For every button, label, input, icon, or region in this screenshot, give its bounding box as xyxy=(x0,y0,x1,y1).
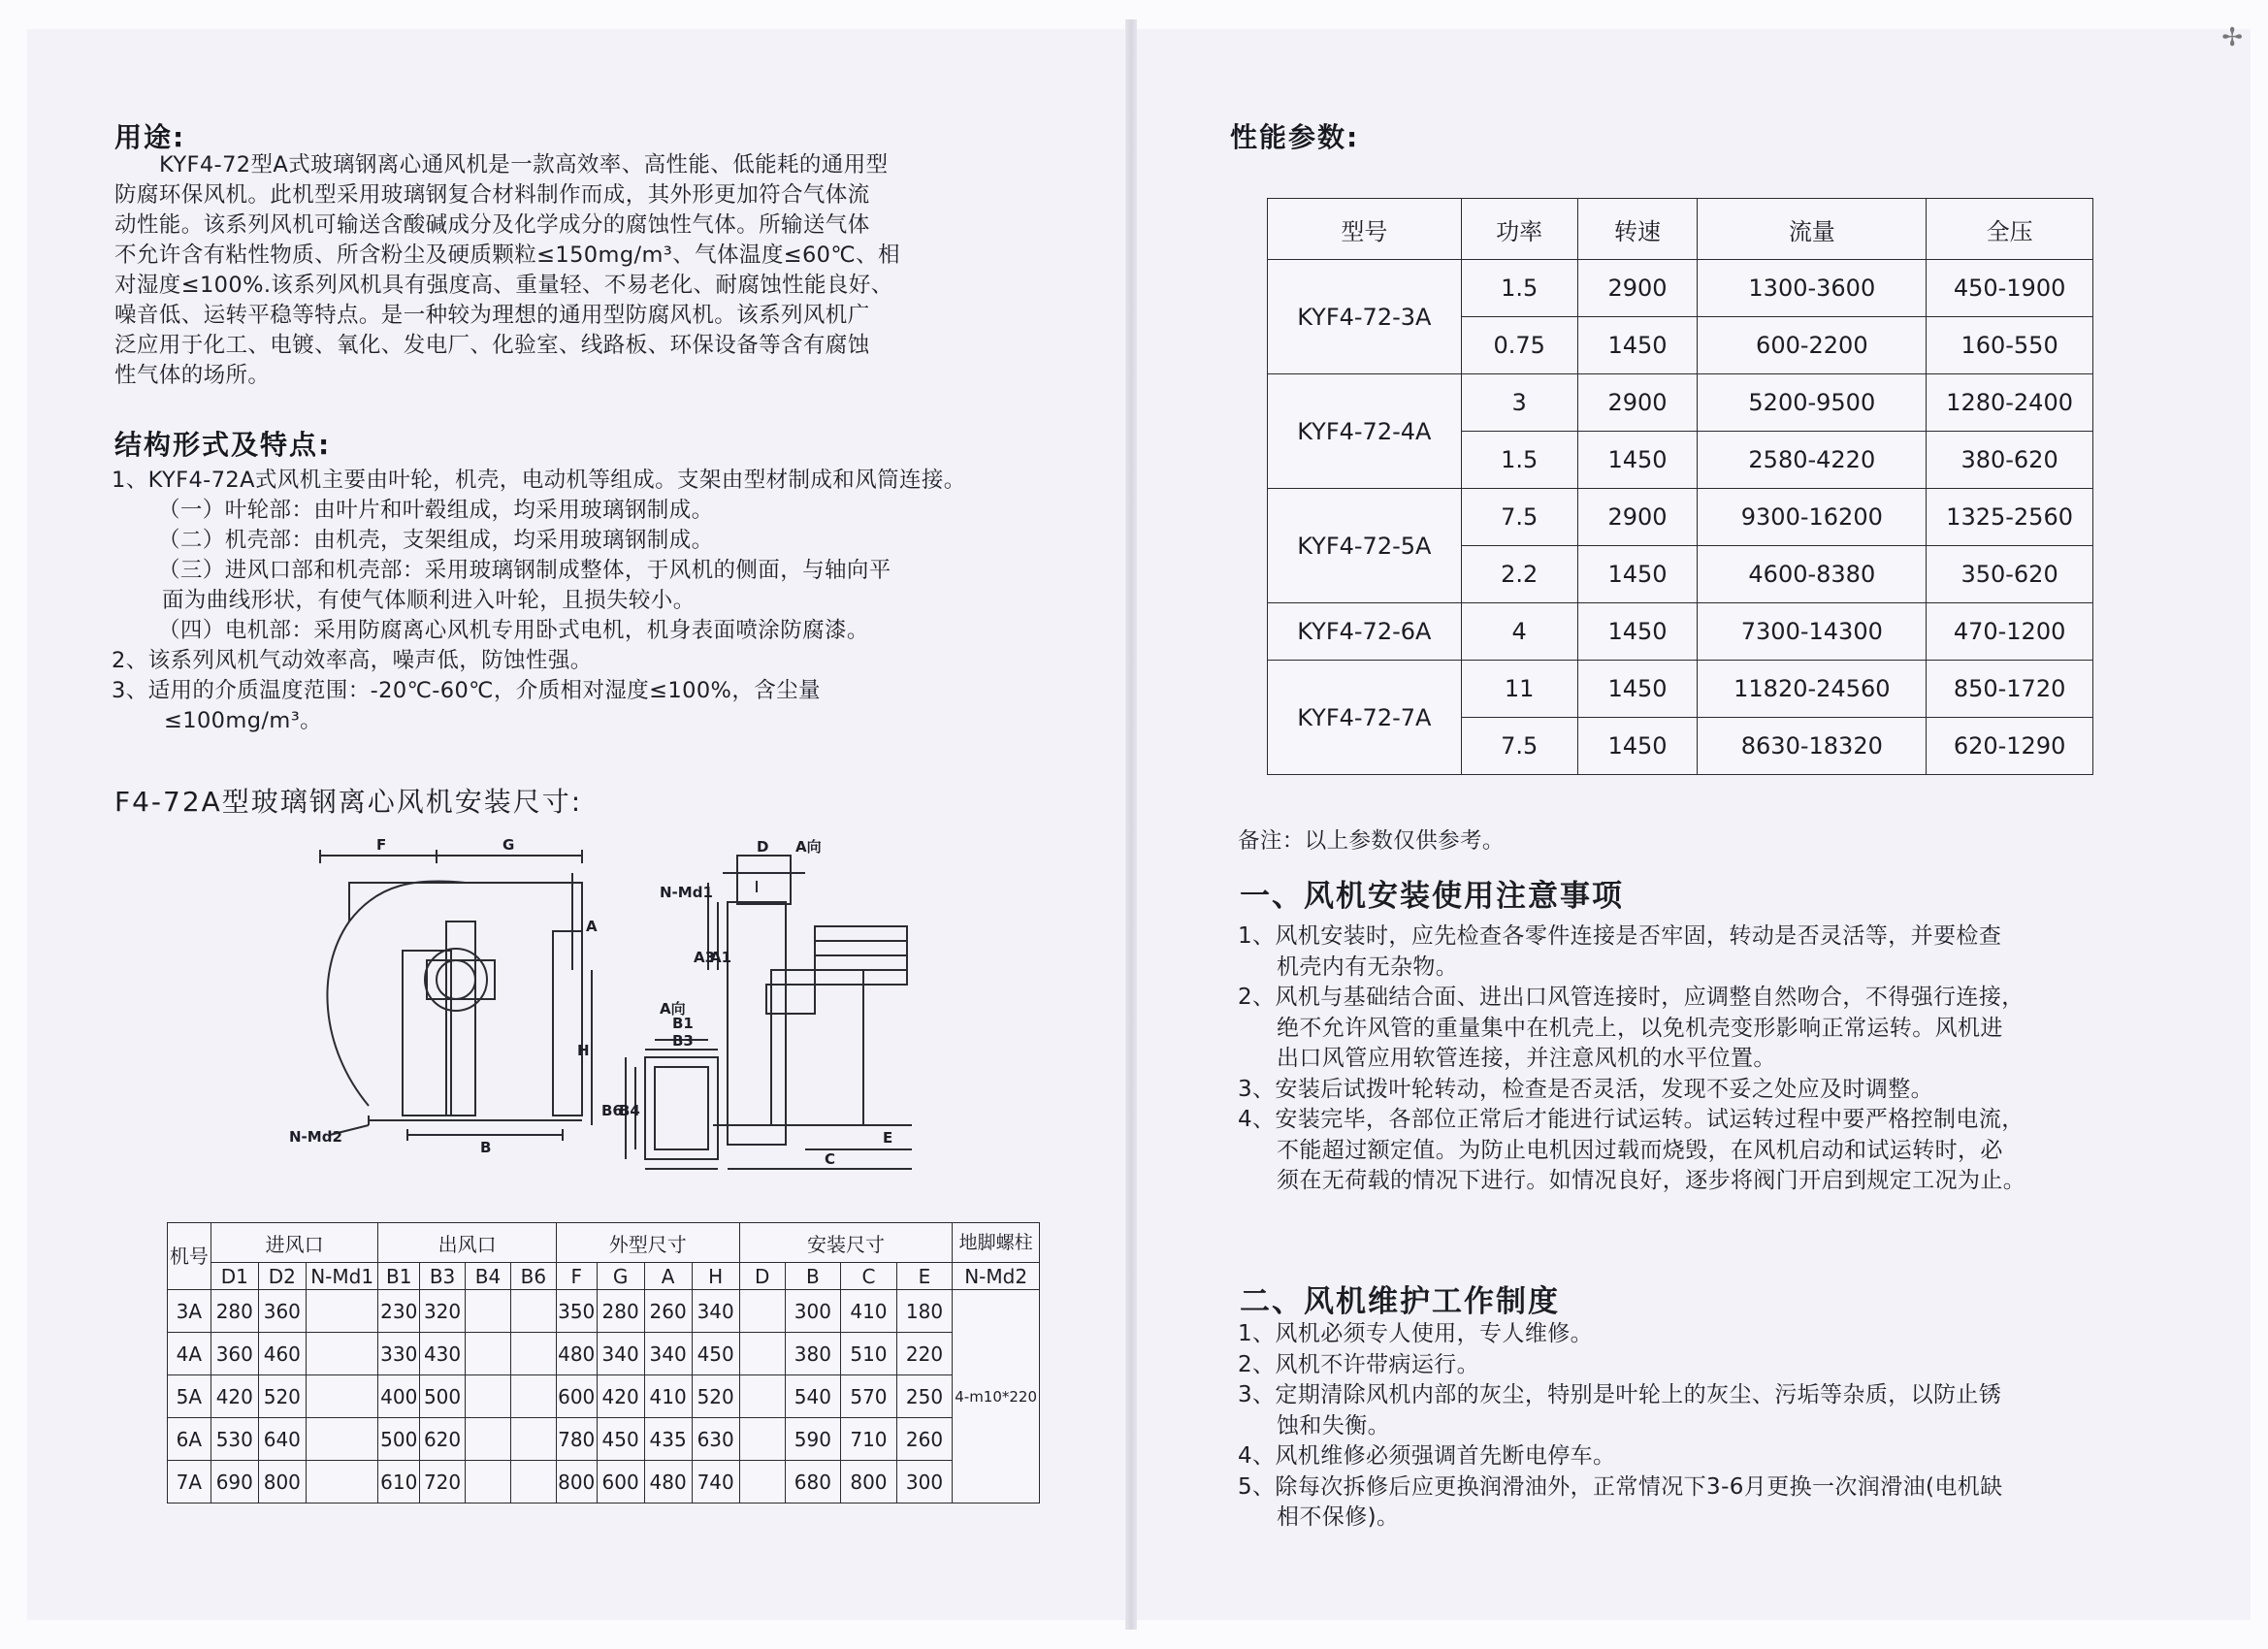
dim-label-h: H xyxy=(577,1042,590,1059)
structure-line: （四）电机部：采用防腐离心风机专用卧式电机，机身表面喷涂防腐漆。 xyxy=(158,618,869,643)
cell-power: 1.5 xyxy=(1461,260,1577,317)
cell-b1: 610 xyxy=(378,1461,420,1504)
maintain-line: 5、除每次拆修后应更换润滑油外，正常情况下3-6月更换一次润滑油(电机缺 xyxy=(1238,1473,2003,1500)
cell-h: 450 xyxy=(692,1333,739,1375)
install-line: 出口风管应用软管连接，并注意风机的水平位置。 xyxy=(1277,1046,1776,1071)
cell-b4 xyxy=(466,1418,511,1461)
subheader-cell: B1 xyxy=(378,1263,420,1290)
dim-label-b1: B1 xyxy=(672,1015,694,1032)
cell-power: 3 xyxy=(1461,374,1577,432)
cell-d1: 280 xyxy=(211,1290,258,1333)
cell-nmd1 xyxy=(306,1375,378,1418)
cell-b6 xyxy=(510,1333,556,1375)
cell-no: 3A xyxy=(168,1290,211,1333)
cell-b1: 500 xyxy=(378,1418,420,1461)
fan-front-view xyxy=(708,856,912,1169)
cell-b3: 720 xyxy=(420,1461,466,1504)
dim-label-b4: B4 xyxy=(619,1102,640,1119)
cell-pressure: 470-1200 xyxy=(1927,603,2093,661)
cell-speed: 1450 xyxy=(1577,432,1698,489)
table-row xyxy=(1268,661,2093,718)
cell-pressure: 850-1720 xyxy=(1927,661,2093,718)
subheader-cell: E xyxy=(896,1263,953,1290)
cell-flow: 11820-24560 xyxy=(1698,661,1927,718)
cell-b4 xyxy=(466,1461,511,1504)
cell-c: 410 xyxy=(841,1290,897,1333)
cell-b1: 330 xyxy=(378,1333,420,1375)
cell-g: 600 xyxy=(597,1461,644,1504)
cell-b4 xyxy=(466,1375,511,1418)
cell-flow: 600-2200 xyxy=(1698,317,1927,374)
cell-a: 410 xyxy=(644,1375,692,1418)
install-line: 绝不允许风管的重量集中在机壳上，以免机壳变形影响正常运转。风机进 xyxy=(1277,1015,2003,1041)
cell-e: 250 xyxy=(896,1375,953,1418)
install-line: 3、安装后试拨叶轮转动，检查是否灵活，发现不妥之处应及时调整。 xyxy=(1238,1076,1934,1102)
table-row xyxy=(168,1461,1040,1504)
cell-power: 2.2 xyxy=(1461,546,1577,603)
subheader-cell: B3 xyxy=(420,1263,466,1290)
maintain-line: 4、风机维修必须强调首先断电停车。 xyxy=(1238,1443,1616,1469)
cell-d2: 360 xyxy=(258,1290,306,1333)
subheader-cell: N-Md2 xyxy=(953,1263,1040,1290)
cell-b6 xyxy=(510,1461,556,1504)
perf-header-pressure: 全压 xyxy=(1927,199,2093,260)
subheader-cell: H xyxy=(692,1263,739,1290)
table-row xyxy=(168,1290,1040,1333)
subheader-cell: A xyxy=(644,1263,692,1290)
cell-flow: 8630-18320 xyxy=(1698,718,1927,775)
install-notes-title: 一、风机安装使用注意事项 xyxy=(1240,879,1624,914)
cell-d xyxy=(739,1461,785,1504)
cell-pressure: 350-620 xyxy=(1927,546,2093,603)
cell-no: 4A xyxy=(168,1333,211,1375)
cell-b: 300 xyxy=(785,1290,841,1333)
cell-f: 350 xyxy=(556,1290,597,1333)
col-machine-no: 机号 xyxy=(168,1223,211,1290)
structure-text xyxy=(112,466,966,736)
cell-no: 6A xyxy=(168,1418,211,1461)
cell-model: KYF4-72-3A xyxy=(1268,260,1462,374)
cell-bolt: 4-m10*220 xyxy=(953,1290,1040,1504)
cell-e: 260 xyxy=(896,1418,953,1461)
cell-power: 7.5 xyxy=(1461,489,1577,546)
usage-line: 噪音低、运转平稳等特点。是一种较为理想的通用型防腐风机。该系列风机广 xyxy=(114,303,870,328)
cell-h: 630 xyxy=(692,1418,739,1461)
cell-flow: 4600-8380 xyxy=(1698,546,1927,603)
cell-pressure: 160-550 xyxy=(1927,317,2093,374)
cell-d1: 690 xyxy=(211,1461,258,1504)
perf-header-speed: 转速 xyxy=(1577,199,1698,260)
cell-nmd1 xyxy=(306,1418,378,1461)
cell-b3: 620 xyxy=(420,1418,466,1461)
cell-g: 450 xyxy=(597,1418,644,1461)
cell-flow: 7300-14300 xyxy=(1698,603,1927,661)
cell-speed: 1450 xyxy=(1577,718,1698,775)
maintenance-text xyxy=(1238,1319,2003,1534)
group-outlet: 出风口 xyxy=(378,1223,556,1263)
dim-label-d: D xyxy=(757,838,769,856)
install-line: 不能超过额定值。为防止电机因过载而烧毁，在风机启动和试运转时，必 xyxy=(1277,1137,2003,1163)
cell-g: 340 xyxy=(597,1333,644,1375)
cell-model: KYF4-72-6A xyxy=(1268,603,1462,661)
dim-label-f: F xyxy=(376,836,387,854)
install-line: 机壳内有无杂物。 xyxy=(1277,954,1459,980)
cell-b3: 320 xyxy=(420,1290,466,1333)
cell-f: 800 xyxy=(556,1461,597,1504)
cell-b6 xyxy=(510,1375,556,1418)
cell-g: 420 xyxy=(597,1375,644,1418)
maintain-line: 1、风机必须专人使用，专人维修。 xyxy=(1238,1321,1594,1346)
table-row xyxy=(168,1375,1040,1418)
perf-header-flow: 流量 xyxy=(1698,199,1927,260)
cell-b: 380 xyxy=(785,1333,841,1375)
structure-line: 面为曲线形状，有使气体顺利进入叶轮，且损失较小。 xyxy=(162,588,696,613)
subheader-cell: D1 xyxy=(211,1263,258,1290)
cell-power: 11 xyxy=(1461,661,1577,718)
cell-c: 800 xyxy=(841,1461,897,1504)
subheader-cell: B4 xyxy=(466,1263,511,1290)
usage-title: 用途: xyxy=(114,121,186,153)
corner-mark-icon: ✢ xyxy=(2221,23,2243,52)
cell-d1: 360 xyxy=(211,1333,258,1375)
cell-d2: 460 xyxy=(258,1333,306,1375)
cell-c: 510 xyxy=(841,1333,897,1375)
cell-c: 710 xyxy=(841,1418,897,1461)
install-line: 须在无荷载的情况下进行。如情况良好，逐步将阀门开启到规定工况为止。 xyxy=(1277,1168,2026,1193)
maintain-line: 3、定期清除风机内部的灰尘，特别是叶轮上的灰尘、污垢等杂质，以防止锈 xyxy=(1238,1382,2002,1407)
dim-label-a3: A3 xyxy=(694,949,716,966)
fan-side-view xyxy=(320,850,592,1141)
structure-line: 1、KYF4-72A式风机主要由叶轮，机壳，电动机等组成。支架由型材制成和风筒连接。 xyxy=(112,468,966,493)
cell-h: 520 xyxy=(692,1375,739,1418)
cell-speed: 2900 xyxy=(1577,489,1698,546)
cell-speed: 1450 xyxy=(1577,661,1698,718)
table-row xyxy=(168,1418,1040,1461)
dim-label-nmd2: N-Md2 xyxy=(289,1128,342,1146)
subheader-cell: B6 xyxy=(510,1263,556,1290)
subheader-cell: G xyxy=(597,1263,644,1290)
cell-b1: 400 xyxy=(378,1375,420,1418)
usage-text xyxy=(114,150,900,391)
structure-line: （一）叶轮部：由叶片和叶毂组成，均采用玻璃钢制成。 xyxy=(158,498,714,523)
cell-pressure: 450-1900 xyxy=(1927,260,2093,317)
cell-pressure: 1325-2560 xyxy=(1927,489,2093,546)
cell-model: KYF4-72-7A xyxy=(1268,661,1462,775)
table-row xyxy=(1268,489,2093,546)
cell-flow: 1300-3600 xyxy=(1698,260,1927,317)
cell-model: KYF4-72-5A xyxy=(1268,489,1462,603)
cell-nmd1 xyxy=(306,1290,378,1333)
dim-label-adir-upper: A向 xyxy=(795,838,822,856)
cell-flow: 9300-16200 xyxy=(1698,489,1927,546)
dim-label-b3: B3 xyxy=(672,1032,694,1050)
cell-d1: 530 xyxy=(211,1418,258,1461)
table-row xyxy=(1268,603,2093,661)
cell-b: 680 xyxy=(785,1461,841,1504)
dim-label-g: G xyxy=(502,836,515,854)
perf-header-power: 功率 xyxy=(1461,199,1577,260)
install-dims-table xyxy=(167,1222,1040,1504)
table-row xyxy=(168,1333,1040,1375)
cell-b6 xyxy=(510,1418,556,1461)
cell-b6 xyxy=(510,1290,556,1333)
cell-speed: 2900 xyxy=(1577,374,1698,432)
fan-installation-drawing xyxy=(289,834,989,1183)
cell-h: 340 xyxy=(692,1290,739,1333)
cell-d xyxy=(739,1290,785,1333)
usage-line: 动性能。该系列风机可输送含酸碱成分及化学成分的腐蚀性气体。所输送气体 xyxy=(114,212,870,238)
structure-line: ≤100mg/m³。 xyxy=(164,708,323,733)
usage-line: 对湿度≤100%.该系列风机具有强度高、重量轻、不易老化、耐腐蚀性能良好、 xyxy=(114,273,893,298)
usage-line: 性气体的场所。 xyxy=(114,363,271,388)
table-row xyxy=(1268,374,2093,432)
dim-label-c: C xyxy=(825,1150,836,1168)
cell-b4 xyxy=(466,1333,511,1375)
maintenance-title: 二、风机维护工作制度 xyxy=(1240,1284,1560,1319)
dim-label-e: E xyxy=(883,1129,893,1147)
group-install: 安装尺寸 xyxy=(739,1223,953,1263)
usage-line: KYF4-72型A式玻璃钢离心通风机是一款高效率、高性能、低能耗的通用型 xyxy=(159,152,889,178)
cell-nmd1 xyxy=(306,1461,378,1504)
cell-flow: 5200-9500 xyxy=(1698,374,1927,432)
cell-a: 480 xyxy=(644,1461,692,1504)
maintain-line: 相不保修)。 xyxy=(1277,1504,1400,1530)
cell-pressure: 620-1290 xyxy=(1927,718,2093,775)
cell-g: 280 xyxy=(597,1290,644,1333)
cell-power: 4 xyxy=(1461,603,1577,661)
cell-f: 480 xyxy=(556,1333,597,1375)
cell-b: 540 xyxy=(785,1375,841,1418)
cell-e: 220 xyxy=(896,1333,953,1375)
cell-d1: 420 xyxy=(211,1375,258,1418)
cell-d xyxy=(739,1375,785,1418)
cell-b3: 500 xyxy=(420,1375,466,1418)
usage-line: 泛应用于化工、电镀、氧化、发电厂、化验室、线路板、环保设备等含有腐蚀 xyxy=(114,333,870,358)
cell-speed: 2900 xyxy=(1577,260,1698,317)
dim-label-adir-lower: A向 xyxy=(660,1000,686,1018)
subheader-cell: B xyxy=(785,1263,841,1290)
install-line: 2、风机与基础结合面、进出口风管连接时，应调整自然吻合，不得强行连接， xyxy=(1238,985,2025,1010)
cell-e: 300 xyxy=(896,1461,953,1504)
cell-b4 xyxy=(466,1290,511,1333)
cell-a: 340 xyxy=(644,1333,692,1375)
maintain-line: 2、风机不许带病运行。 xyxy=(1238,1351,1480,1377)
maintain-line: 蚀和失衡。 xyxy=(1277,1412,1390,1439)
cell-e: 180 xyxy=(896,1290,953,1333)
group-inlet: 进风口 xyxy=(211,1223,378,1263)
cell-d2: 800 xyxy=(258,1461,306,1504)
perf-header-model: 型号 xyxy=(1268,199,1462,260)
structure-title: 结构形式及特点: xyxy=(114,429,332,461)
cell-h: 740 xyxy=(692,1461,739,1504)
subheader-cell: N-Md1 xyxy=(306,1263,378,1290)
structure-line: （三）进风口部和机壳部：采用玻璃钢制成整体，于风机的侧面，与轴向平 xyxy=(158,558,891,583)
cell-f: 600 xyxy=(556,1375,597,1418)
dim-label-a1: A1 xyxy=(710,949,732,966)
cell-d xyxy=(739,1418,785,1461)
cell-b1: 230 xyxy=(378,1290,420,1333)
subheader-cell: C xyxy=(841,1263,897,1290)
usage-line: 防腐环保风机。此机型采用玻璃钢复合材料制作而成，其外形更加符合气体流 xyxy=(114,182,870,208)
structure-line: （二）机壳部：由机壳，支架组成，均采用玻璃钢制成。 xyxy=(158,528,714,553)
cell-d xyxy=(739,1333,785,1375)
table-row xyxy=(1268,260,2093,317)
performance-table xyxy=(1267,198,2093,775)
page-fold xyxy=(1125,19,1137,1630)
dim-label-b6: B6 xyxy=(601,1102,623,1119)
cell-a: 260 xyxy=(644,1290,692,1333)
cell-c: 570 xyxy=(841,1375,897,1418)
cell-power: 0.75 xyxy=(1461,317,1577,374)
cell-power: 7.5 xyxy=(1461,718,1577,775)
subheader-cell: F xyxy=(556,1263,597,1290)
usage-line: 不允许含有粘性物质、所含粉尘及硬质颗粒≤150mg/m³、气体温度≤60℃、相 xyxy=(114,242,900,268)
install-dims-title: F4-72A型玻璃钢离心风机安装尺寸: xyxy=(114,786,583,818)
perf-title: 性能参数: xyxy=(1230,121,1360,153)
group-bolt: 地脚螺柱 xyxy=(953,1223,1040,1263)
cell-b3: 430 xyxy=(420,1333,466,1375)
dim-label-a: A xyxy=(586,918,598,935)
cell-nmd1 xyxy=(306,1333,378,1375)
group-shape: 外型尺寸 xyxy=(556,1223,739,1263)
subheader-cell: D2 xyxy=(258,1263,306,1290)
cell-model: KYF4-72-4A xyxy=(1268,374,1462,489)
dim-label-nmd1: N-Md1 xyxy=(660,884,713,901)
structure-line: 2、该系列风机气动效率高，噪声低，防蚀性强。 xyxy=(112,648,593,673)
install-line: 4、安装完毕，各部位正常后才能进行试运转。试运转过程中要严格控制电流， xyxy=(1238,1107,2025,1132)
structure-line: 3、适用的介质温度范围：-20℃-60℃，介质相对湿度≤100%，含尘量 xyxy=(112,678,821,703)
cell-a: 435 xyxy=(644,1418,692,1461)
install-line: 1、风机安装时，应先检查各零件连接是否牢固，转动是否灵活等，并要检查 xyxy=(1238,923,2002,949)
cell-d2: 520 xyxy=(258,1375,306,1418)
install-notes-text xyxy=(1238,922,2025,1197)
cell-pressure: 380-620 xyxy=(1927,432,2093,489)
cell-pressure: 1280-2400 xyxy=(1927,374,2093,432)
cell-power: 1.5 xyxy=(1461,432,1577,489)
cell-b: 590 xyxy=(785,1418,841,1461)
dim-label-b: B xyxy=(480,1139,492,1156)
subheader-cell: D xyxy=(739,1263,785,1290)
cell-f: 780 xyxy=(556,1418,597,1461)
cell-speed: 1450 xyxy=(1577,317,1698,374)
cell-no: 5A xyxy=(168,1375,211,1418)
cell-flow: 2580-4220 xyxy=(1698,432,1927,489)
cell-d2: 640 xyxy=(258,1418,306,1461)
cell-speed: 1450 xyxy=(1577,546,1698,603)
perf-note: 备注：以上参数仅供参考。 xyxy=(1238,828,1505,854)
cell-no: 7A xyxy=(168,1461,211,1504)
cell-speed: 1450 xyxy=(1577,603,1698,661)
